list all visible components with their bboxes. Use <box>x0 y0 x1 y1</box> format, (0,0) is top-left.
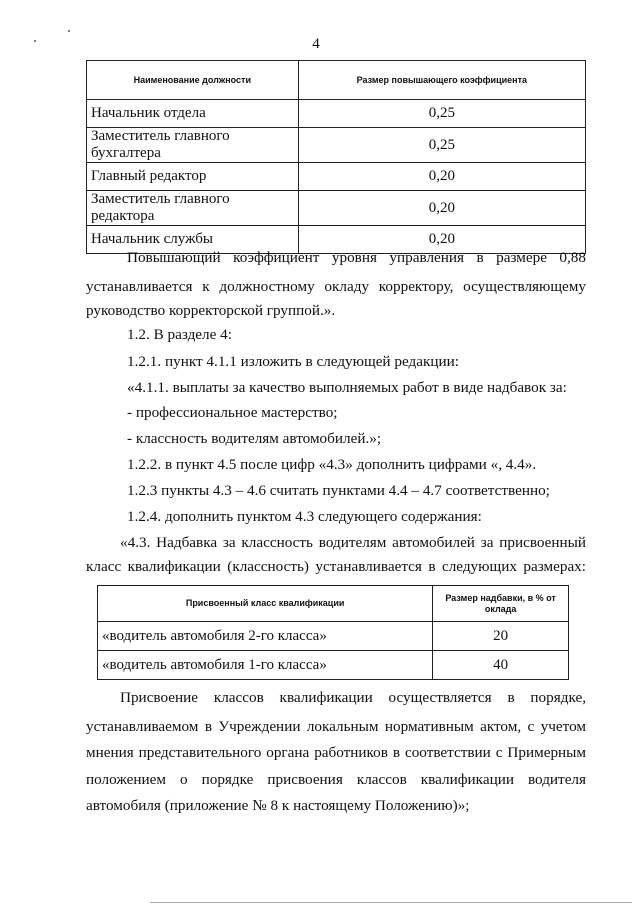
paragraph-line: положением о порядке присвоения классов квалификации водителя <box>86 771 586 788</box>
paragraph-line: Присвоение классов квалификации осуществляется в порядке, <box>120 689 586 706</box>
column-header-coefficient: Размер повышающего коэффициента <box>298 61 585 100</box>
column-header-position: Наименование должности <box>87 61 299 100</box>
table-row <box>87 163 586 191</box>
cell-position: Заместитель главного редактора <box>87 191 299 226</box>
list-item: 1.2.2. в пункт 4.5 после цифр «4.3» дополнить цифрами «, 4.4». <box>127 456 537 473</box>
cell-class: «водитель автомобиля 1-го класса» <box>98 651 433 680</box>
list-item: 1.2. В разделе 4: <box>127 326 232 343</box>
cell-coefficient: 0,20 <box>298 191 585 226</box>
quote-line: «4.3. Надбавка за классность водителям автомобилей за присвоенный <box>120 534 586 551</box>
paragraph-line: руководство корректорской группой.». <box>86 302 336 319</box>
quote-line: «4.1.1. выплаты за качество выполняемых работ в виде надбавок за: <box>127 379 567 396</box>
table-header-row <box>98 586 569 622</box>
paragraph-line: устанавливаемом в Учреждении локальным нормативным актом, с учетом <box>86 718 586 735</box>
paragraph-line: Повышающий коэффициент уровня управления в размере 0,88 <box>127 249 586 266</box>
paragraph-line: устанавливается к должностному окладу корректору, осуществляющему <box>86 278 586 295</box>
list-item: 1.2.4. дополнить пунктом 4.3 следующего содержания: <box>127 508 482 525</box>
cell-bonus: 20 <box>433 622 569 651</box>
cell-coefficient: 0,20 <box>298 226 585 254</box>
table-row <box>87 191 586 226</box>
cell-position: Главный редактор <box>87 163 299 191</box>
cell-coefficient: 0,20 <box>298 163 585 191</box>
quote-line: класс квалификации (классность) устанавливается в следующих размерах: <box>86 558 586 575</box>
table-row <box>87 128 586 163</box>
column-header-bonus: Размер надбавки, в % от оклада <box>433 586 569 622</box>
driver-class-bonus-table <box>97 585 569 680</box>
column-header-class: Присвоенный класс квалификации <box>98 586 433 622</box>
scan-edge-line <box>150 902 632 903</box>
list-item: 1.2.1. пункт 4.1.1 изложить в следующей редакции: <box>127 353 459 370</box>
cell-position: Начальник службы <box>87 226 299 254</box>
position-coefficient-table <box>86 60 586 254</box>
cell-class: «водитель автомобиля 2-го класса» <box>98 622 433 651</box>
paragraph-line: мнения представительного органа работников в соответствии с Примерным <box>86 744 586 761</box>
cell-coefficient: 0,25 <box>298 100 585 128</box>
table-row <box>98 622 569 651</box>
scan-speck <box>68 30 70 32</box>
list-item: 1.2.3 пункты 4.3 – 4.6 считать пунктами 4.4 – 4.7 соответственно; <box>127 482 550 499</box>
cell-position: Начальник отдела <box>87 100 299 128</box>
cell-bonus: 40 <box>433 651 569 680</box>
bullet-item: - классность водителям автомобилей.»; <box>127 430 382 447</box>
page-number: 4 <box>312 36 320 52</box>
bullet-item: - профессиональное мастерство; <box>127 404 338 421</box>
table-row <box>98 651 569 680</box>
paragraph-line: автомобиля (приложение № 8 к настоящему Положению)»; <box>86 797 470 814</box>
cell-position: Заместитель главного бухгалтера <box>87 128 299 163</box>
table-row <box>87 100 586 128</box>
cell-coefficient: 0,25 <box>298 128 585 163</box>
table-header-row <box>87 61 586 100</box>
